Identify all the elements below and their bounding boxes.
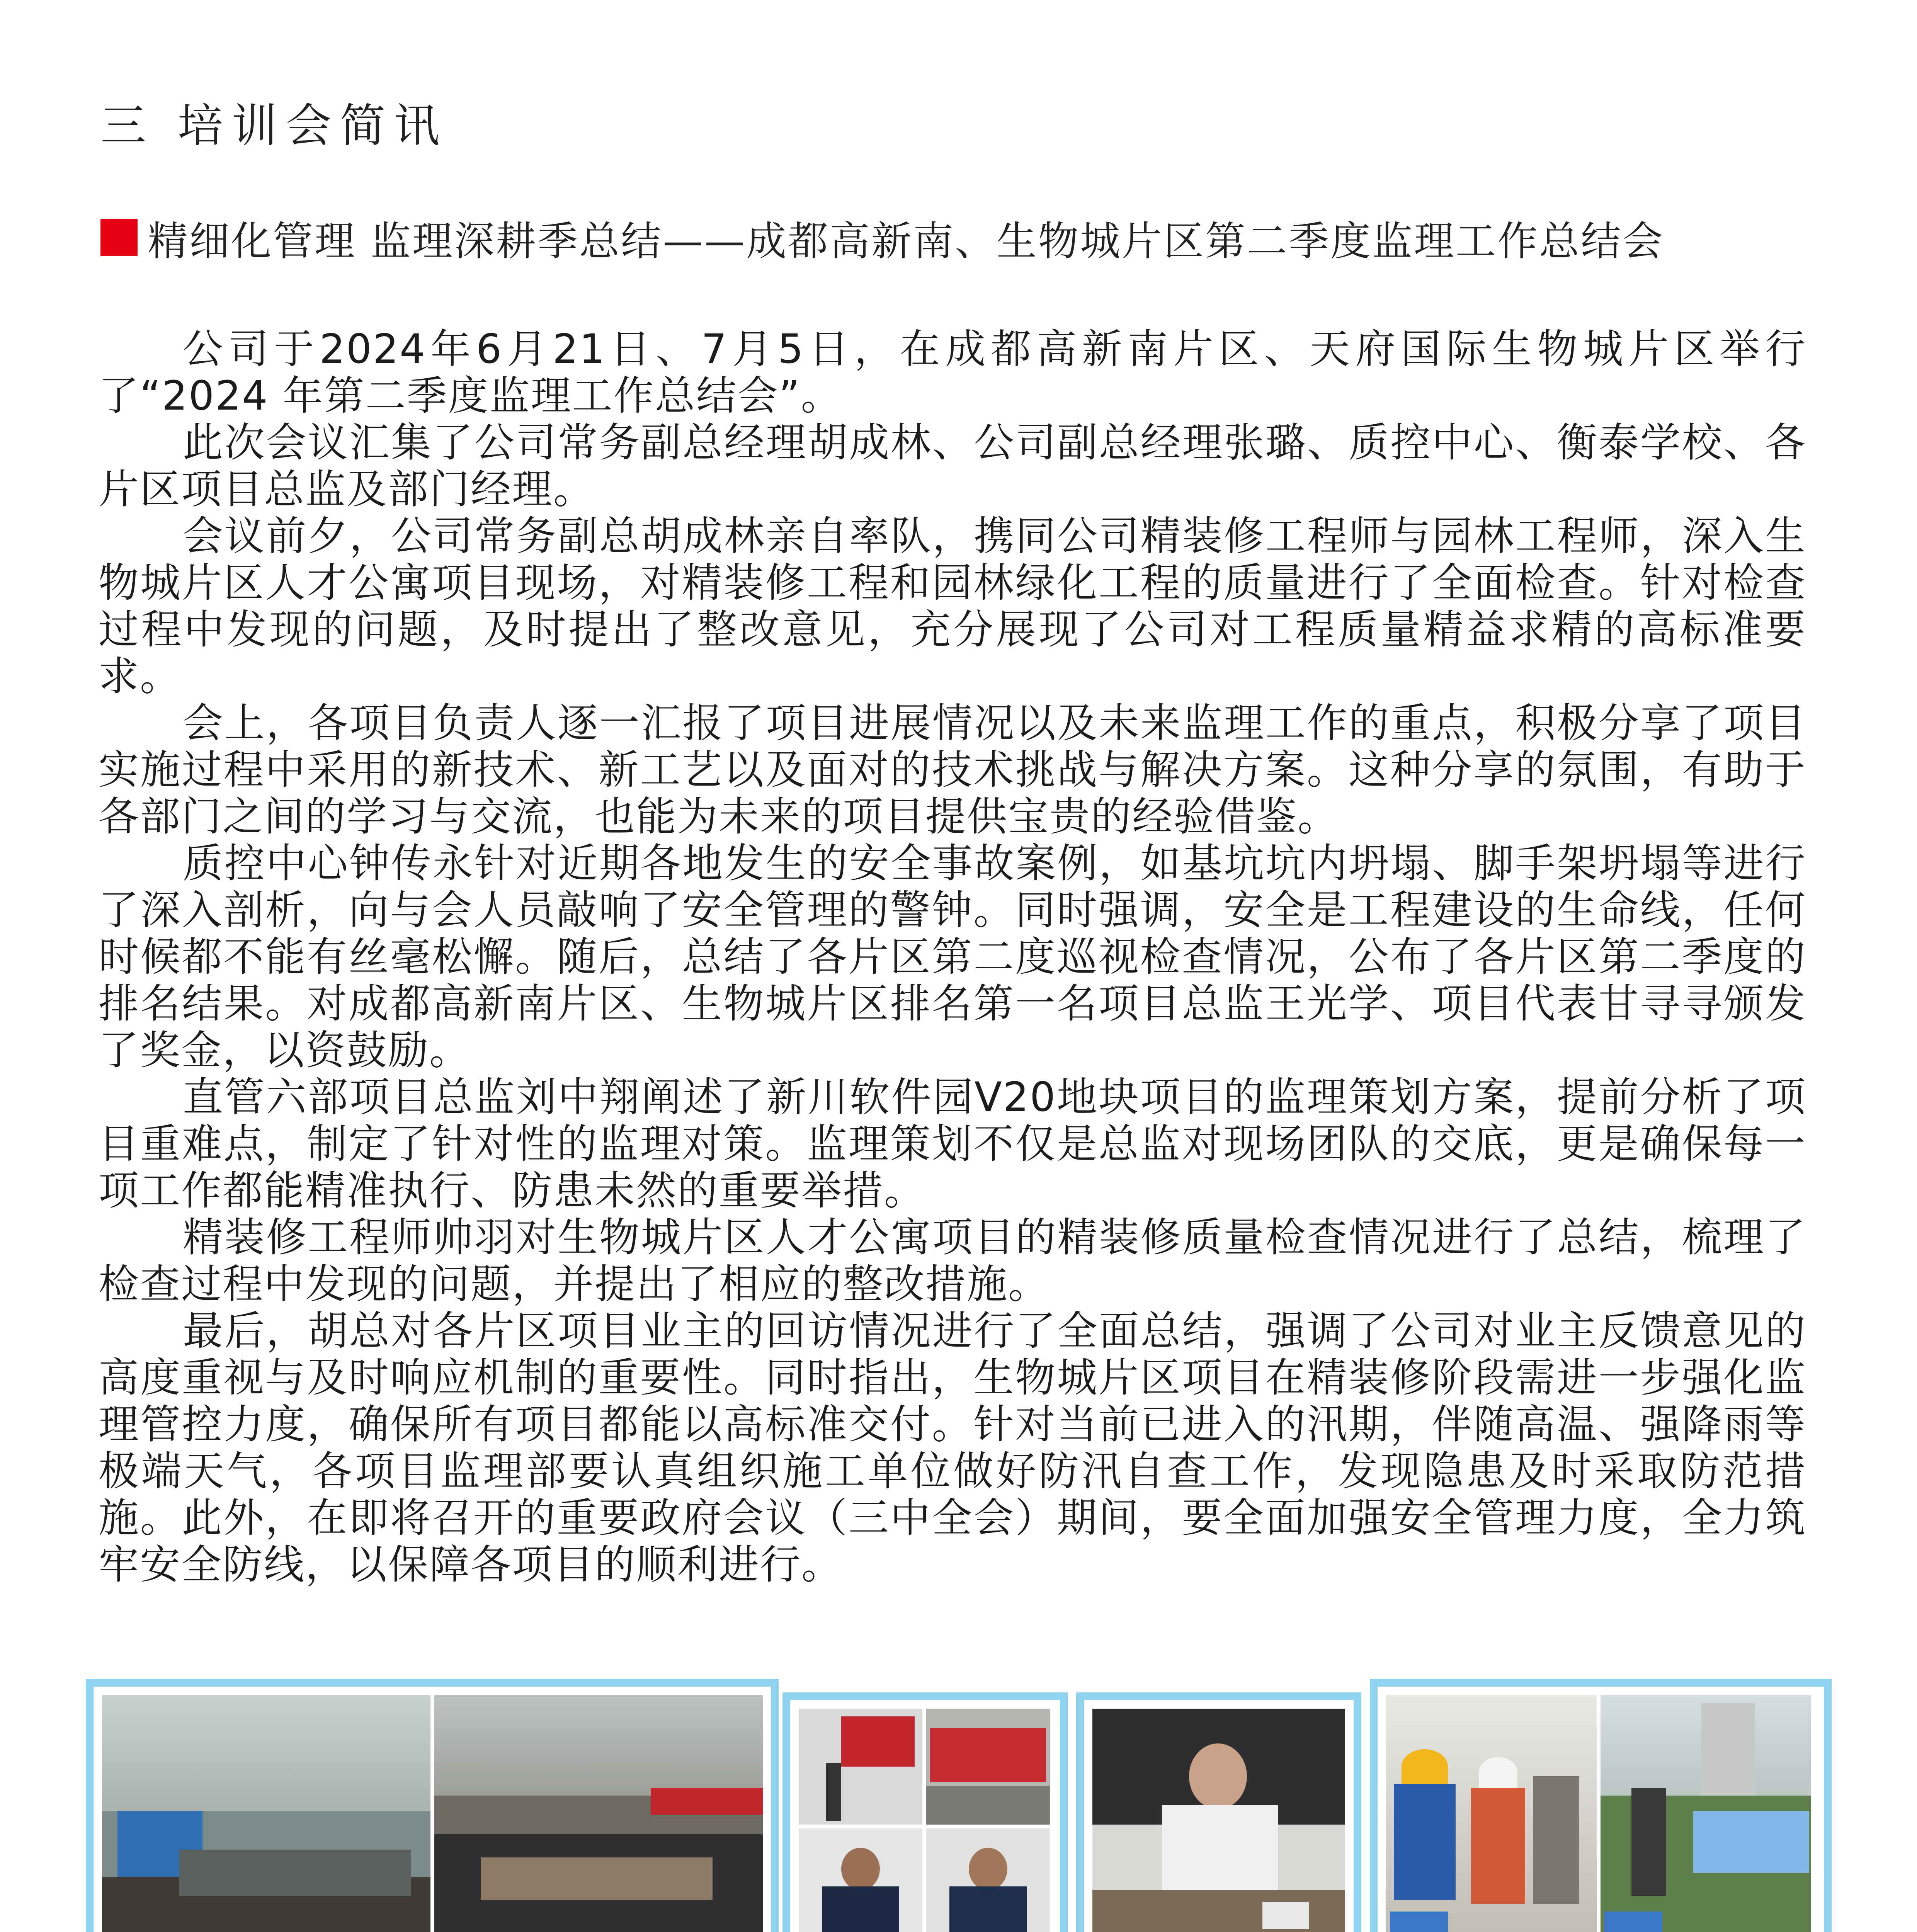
- meeting-audience-photo: [434, 1695, 763, 1932]
- speaker-photo-1: [799, 1828, 922, 1932]
- photo-frame-3: [1076, 1692, 1361, 1932]
- paragraph: 质控中心钟传永针对近期各地发生的安全事故案例，如基坑坑内坍塌、脚手架坍塌等进行了深入剖析，向与会人员敲响了安全管理的警钟。同时强调，安全是工程建设的生命线，任何时候都不能有丝毫松懈。随后，总结了各片区第二度巡视检查情况，公布了各片区第二季度的排名结果。对成都高新南片区、生物城片区排名第一名项目总监王光学、项目代表甘寻寻颁发了奖金，以资鼓励。: [99, 840, 1806, 1074]
- paragraph: 公司于2024年6月21日、7月5日，在成都高新南片区、天府国际生物城片区举行了“2024 年第二季度监理工作总结会”。: [99, 325, 1806, 419]
- paragraph: 会议前夕，公司常务副总胡成林亲自率队，携同公司精装修工程师与园林工程师，深入生物城片区人才公寓项目现场，对精装修工程和园林绿化工程的质量进行了全面检查。针对检查过程中发现的问题，及时提出了整改意见，充分展现了公司对工程质量精益求精的高标准要求。: [99, 512, 1806, 700]
- photo-frame-2: [782, 1692, 1068, 1932]
- paragraph: 精装修工程师帅羽对生物城片区人才公寓项目的精装修质量检查情况进行了总结，梳理了检查过程中发现的问题，并提出了相应的整改措施。: [99, 1214, 1806, 1308]
- red-square-bullet: [100, 219, 138, 256]
- paragraph: 最后，胡总对各片区项目业主的回访情况进行了全面总结，强调了公司对业主反馈意见的高度重视与及时响应机制的重要性。同时指出，生物城片区项目在精装修阶段需进一步强化监理管控力度，确保所有项目都能以高标准交付。针对当前已进入的汛期，伴随高温、强降雨等极端天气，各项目监理部要认真组织施工单位做好防汛自查工作，发现隐患及时采取防范措施。此外，在即将召开的重要政府会议（三中全会）期间，要全面加强安全管理力度，全力筑牢安全防线，以保障各项目的顺利进行。: [99, 1307, 1806, 1588]
- site-inspection-photo-1: [1386, 1695, 1597, 1932]
- speaker-photo-2: [926, 1828, 1050, 1932]
- speaker-portrait-photo: [1092, 1709, 1345, 1932]
- article-1-body: [99, 326, 1806, 1588]
- photo-frame-4: [1370, 1679, 1832, 1932]
- paragraph: 直管六部项目总监刘中翔阐述了新川软件园V20地块项目的监理策划方案，提前分析了项目重难点，制定了针对性的监理对策。监理策划不仅是总监对现场团队的交底，更是确保每一项工作都能精准执行、防患未然的重要举措。: [99, 1073, 1806, 1214]
- site-inspection-photo-2: [1601, 1695, 1811, 1932]
- section-title: 三 培训会简讯: [100, 99, 448, 152]
- photo-frame-1: [86, 1679, 779, 1932]
- meeting-room-photo: [102, 1695, 430, 1932]
- paragraph: 此次会议汇集了公司常务副总经理胡成林、公司副总经理张璐、质控中心、衡泰学校、各片区项目总监及部门经理。: [99, 419, 1806, 513]
- paragraph: 会上，各项目负责人逐一汇报了项目进展情况以及未来监理工作的重点，积极分享了项目实施过程中采用的新技术、新工艺以及面对的技术挑战与解决方案。这种分享的氛围，有助于各部门之间的学习与交流，也能为未来的项目提供宝贵的经验借鉴。: [99, 699, 1806, 840]
- article-heading-1-text: 精细化管理 监理深耕季总结——成都高新南、生物城片区第二季度监理工作总结会: [148, 218, 1665, 265]
- presentation-photo: [799, 1709, 922, 1825]
- article-heading-1: [100, 209, 1664, 267]
- screen-photo: [926, 1709, 1050, 1825]
